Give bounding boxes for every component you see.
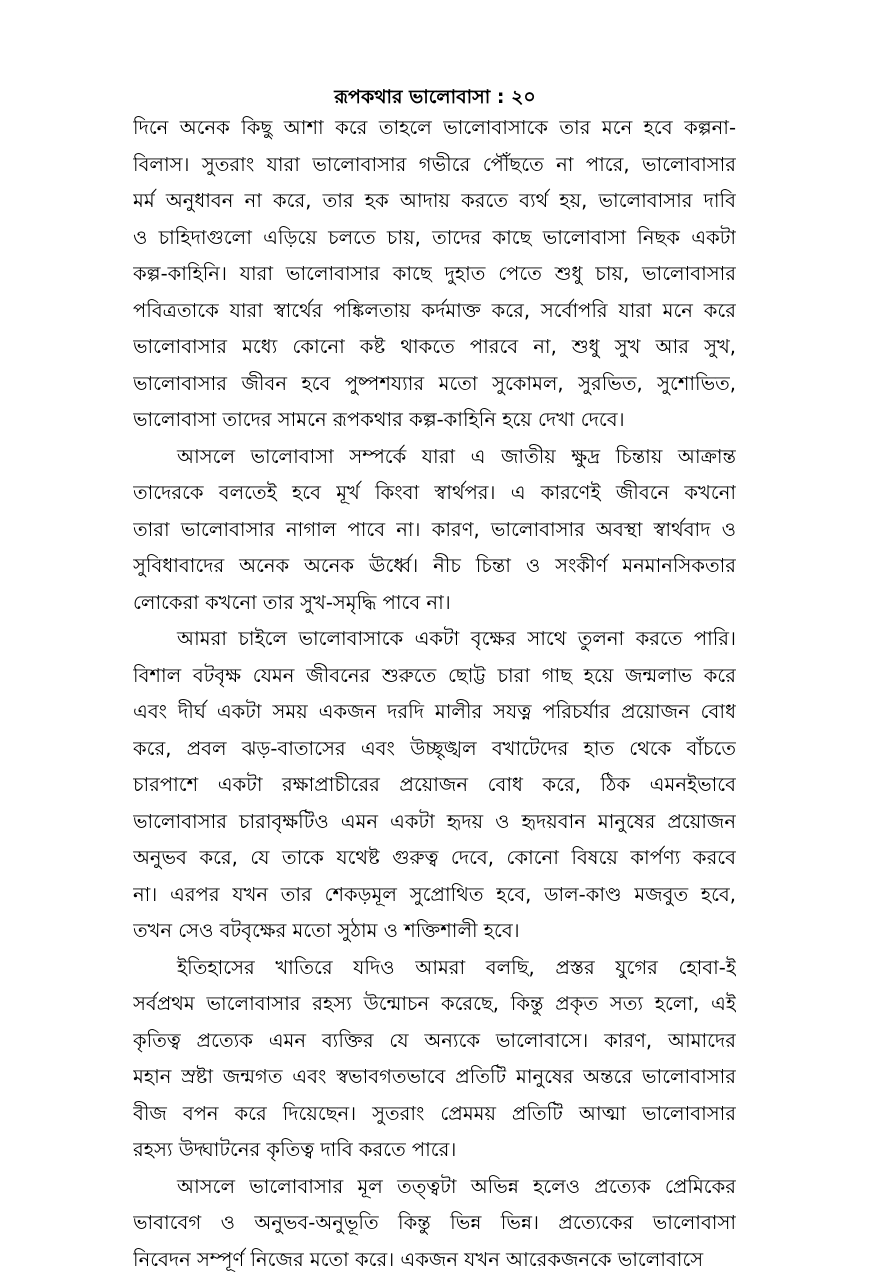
text-line: সর্বপ্রথম ভালোবাসার রহস্য উন্মোচন করেছে, কিন্তু প্রকৃত সত্য হলো, এই	[133, 986, 736, 1023]
text-line: দিনে অনেক কিছু আশা করে তাহলে ভালোবাসাকে তার মনে হবে কল্পনা-	[133, 110, 736, 147]
text-line: নিবেদন সম্পূর্ণ নিজের মতো করে। একজন যখন আরেকজনকে ভালোবাসে	[133, 1242, 736, 1278]
text-line: লোকেরা কখনো তার সুখ-সমৃদ্ধি পাবে না।	[133, 585, 736, 622]
paragraph-5	[133, 1169, 736, 1278]
text-line: কল্প-কাহিনি। যারা ভালোবাসার কাছে দুহাত পেতে শুধু চায়, ভালোবাসার	[133, 256, 736, 293]
text-line: মহান স্রষ্টা জন্মগত এবং স্বভাবগতভাবে প্রতিটি মানুষের অন্তরে ভালোবাসার	[133, 1059, 736, 1096]
text-line: এবং দীর্ঘ একটা সময় একজন দরদি মালীর সযত্ন পরিচর্যার প্রয়োজন বোধ	[133, 694, 736, 731]
text-line: বিলাস। সুতরাং যারা ভালোবাসার গভীরে পৌঁছতে না পারে, ভালোবাসার	[133, 147, 736, 184]
text-line: ইতিহাসের খাতিরে যদিও আমরা বলছি, প্রস্তর যুগের হোবা-ই	[133, 950, 736, 987]
text-line: পবিত্রতাকে যারা স্বার্থের পঙ্কিলতায় কর্দমাক্ত করে, সর্বোপরি যারা মনে করে	[133, 293, 736, 330]
text-line: ভালোবাসার জীবন হবে পুষ্পশয্যার মতো সুকোমল, সুরভিত, সুশোভিত,	[133, 366, 736, 403]
text-line: ভালোবাসা তাদের সামনে রূপকথার কল্প-কাহিনি হয়ে দেখা দেবে।	[133, 402, 736, 439]
text-line: তাদেরকে বলতেই হবে মূর্খ কিংবা স্বার্থপর। এ কারণেই জীবনে কখনো	[133, 475, 736, 512]
body-text	[133, 110, 736, 1278]
text-line: কৃতিত্ব প্রত্যেক এমন ব্যক্তির যে অন্যকে ভালোবাসে। কারণ, আমাদের	[133, 1023, 736, 1060]
text-line: আমরা চাইলে ভালোবাসাকে একটা বৃক্ষের সাথে তুলনা করতে পারি।	[133, 621, 736, 658]
text-line: না। এরপর যখন তার শেকড়মূল সুপ্রোথিত হবে, ডাল-কাণ্ড মজবুত হবে,	[133, 877, 736, 914]
text-line: আসলে ভালোবাসার মূল তত্ত্বটা অভিন্ন হলেও প্রত্যেক প্রেমিকের	[133, 1169, 736, 1206]
text-line: ও চাহিদাগুলো এড়িয়ে চলতে চায়, তাদের কাছে ভালোবাসা নিছক একটা	[133, 220, 736, 257]
text-line: করে, প্রবল ঝড়-বাতাসের এবং উচ্ছৃঙ্খল বখাটেদের হাত থেকে বাঁচতে	[133, 731, 736, 768]
text-line: ভাবাবেগ ও অনুভব-অনুভূতি কিন্তু ভিন্ন ভিন্ন। প্রত্যেকের ভালোবাসা	[133, 1205, 736, 1242]
text-line: চারপাশে একটা রক্ষাপ্রাচীরের প্রয়োজন বোধ করে, ঠিক এমনইভাবে	[133, 767, 736, 804]
text-line: বিশাল বটবৃক্ষ যেমন জীবনের শুরুতে ছোট্ট চারা গাছ হয়ে জন্মলাভ করে	[133, 658, 736, 695]
text-line: রহস্য উদ্ঘাটনের কৃতিত্ব দাবি করতে পারে।	[133, 1132, 736, 1169]
paragraph-4	[133, 950, 736, 1169]
text-line: বীজ বপন করে দিয়েছেন। সুতরাং প্রেমময় প্রতিটি আত্মা ভালোবাসার	[133, 1096, 736, 1133]
paragraph-3	[133, 621, 736, 950]
running-header: রূপকথার ভালোবাসা : ২০	[0, 82, 870, 112]
text-line: ভালোবাসার মধ্যে কোনো কষ্ট থাকতে পারবে না, শুধু সুখ আর সুখ,	[133, 329, 736, 366]
text-line: তারা ভালোবাসার নাগাল পাবে না। কারণ, ভালোবাসার অবস্থা স্বার্থবাদ ও	[133, 512, 736, 549]
text-line: তখন সেও বটবৃক্ষের মতো সুঠাম ও শক্তিশালী হবে।	[133, 913, 736, 950]
text-line: ভালোবাসার চারাবৃক্ষটিও এমন একটা হৃদয় ও হৃদয়বান মানুষের প্রয়োজন	[133, 804, 736, 841]
text-line: অনুভব করে, যে তাকে যথেষ্ট গুরুত্ব দেবে, কোনো বিষয়ে কার্পণ্য করবে	[133, 840, 736, 877]
text-line: মর্ম অনুধাবন না করে, তার হক আদায় করতে ব্যর্থ হয়, ভালোবাসার দাবি	[133, 183, 736, 220]
paragraph-1	[133, 110, 736, 439]
paragraph-2	[133, 439, 736, 622]
text-line: সুবিধাবাদের অনেক অনেক ঊর্ধ্বে। নীচ চিন্তা ও সংকীর্ণ মনমানসিকতার	[133, 548, 736, 585]
text-line: আসলে ভালোবাসা সম্পর্কে যারা এ জাতীয় ক্ষুদ্র চিন্তায় আক্রান্ত	[133, 439, 736, 476]
